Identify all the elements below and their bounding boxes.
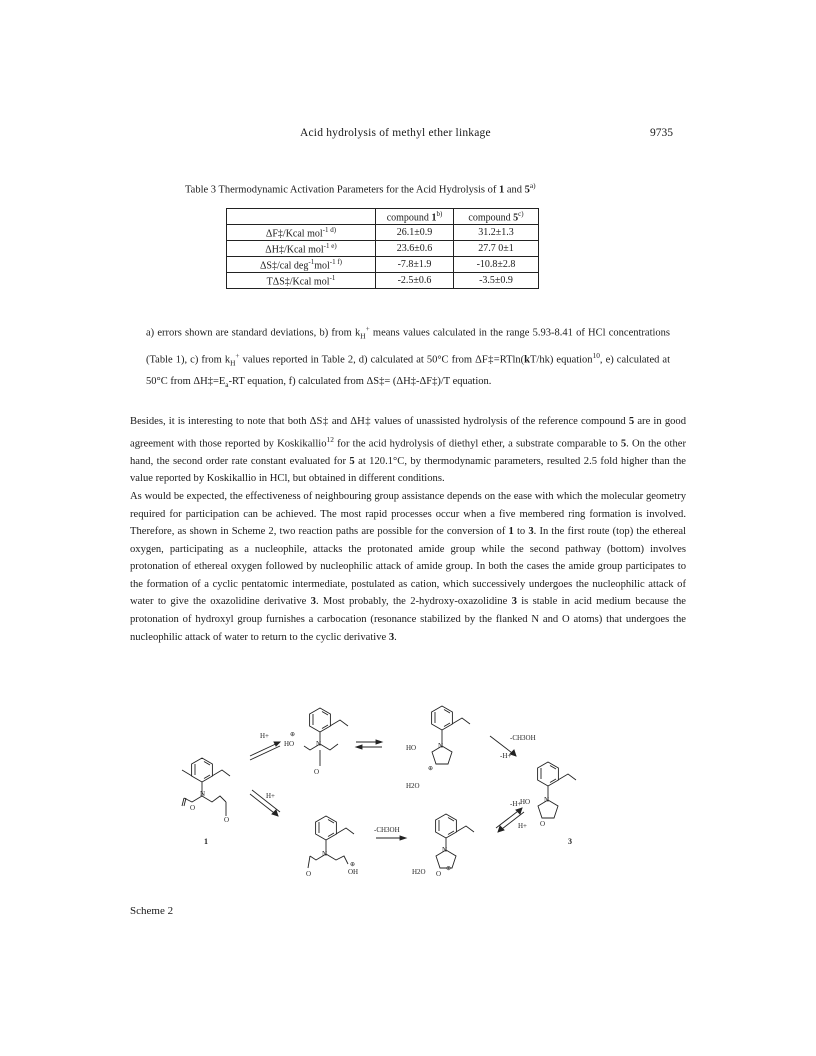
table-blank-cell [227, 209, 376, 225]
value-cell: 31.2±1.3 [454, 225, 539, 241]
value-cell: -2.5±0.6 [376, 273, 454, 289]
activation-parameters-table [226, 208, 539, 289]
table-row [227, 225, 539, 241]
svg-text:-CH3OH: -CH3OH [374, 826, 400, 834]
svg-text:H2O: H2O [412, 868, 426, 876]
scheme-label: Scheme 2 [130, 905, 174, 917]
table-row [227, 257, 539, 273]
svg-text:N: N [442, 846, 448, 854]
svg-text:⊕: ⊕ [350, 862, 356, 868]
equilibrium-arrow-top [250, 732, 280, 760]
svg-text:O: O [540, 820, 546, 828]
svg-text:⊕: ⊕ [446, 866, 452, 872]
svg-text:OH: OH [348, 868, 359, 876]
paragraph: Besides, it is interesting to note that both ΔS‡ and ΔH‡ values of unassisted hydrolysis of the reference compound 5 are in good agreement with those reported by Koskikallio$^{12}$ for the acid hydrolysis of diethyl ether, a substrate comparable to 5. On the other hand, the second order rate constant evaluated for 5 at 120.1°C, by thermodynamic parameters, resulted 2.5 fold higher than the value reported by Koskikallio in HCl, but obtained in different conditions. [130, 416, 687, 485]
svg-text:⊕: ⊕ [428, 766, 434, 772]
param-cell: ΔF‡/Kcal mol$^{-1 d)}$ [227, 225, 376, 241]
col-header-compound-5: compound 5$^{c)}$ [454, 209, 539, 225]
page-number: 9735 [650, 127, 673, 139]
svg-text:O: O [436, 870, 442, 878]
svg-text:3: 3 [568, 837, 572, 846]
equilibrium-arrow-bottom [250, 790, 280, 816]
value-cell: -3.5±0.9 [454, 273, 539, 289]
svg-text:N: N [438, 742, 444, 750]
structure-protonated-amide [284, 708, 348, 776]
svg-text:H+: H+ [260, 732, 270, 740]
svg-text:O: O [224, 816, 230, 824]
structure-compound-1 [182, 758, 230, 846]
value-cell: -7.8±1.9 [376, 257, 454, 273]
col-header-compound-1: compound 1$^{b)}$ [376, 209, 454, 225]
svg-text:N: N [316, 740, 322, 748]
paragraph: As would be expected, the effectiveness of neighbouring group assistance depends on the ease with which the molecular geometry required for participation can be achieved. The most rapid processes occur when a five membered ring formation is involved. Therefore, as shown in Scheme 2, two reaction paths are possible for the conversion of 1 to 3. In the first route (top) the ethereal oxygen, participating as a nucleophile, attacks the protonated amide group while the second pathway (bottom) involves protonation of ethereal oxygen followed by nucleophilic attack of amide group. In both the cases the amide group participates to the formation of a cyclic pentatomic intermediate, postulated as cation, which successively undergoes the nucleophilic attack of water to give the oxazolidine derivative 3. Most probably, the 2-hydroxy-oxazolidine 3 is stable in acid medium because the protonation of hydroxyl group furnishes a carbocation (resonance stabilized by the flanked N and O atoms) that undergoes the nucleophilic attack of water to return to the cyclic derivative 3. [130, 490, 686, 643]
table-row [227, 273, 539, 289]
svg-text:-H+: -H+ [500, 752, 512, 760]
value-cell: -10.8±2.8 [454, 257, 539, 273]
structure-cyclic-cation-top [406, 706, 470, 790]
equilibrium-arrow-middle [356, 740, 382, 749]
table-row [227, 241, 539, 257]
value-cell: 27.7 0±1 [454, 241, 539, 257]
svg-text:N: N [544, 796, 550, 804]
svg-text:O: O [306, 870, 312, 878]
value-cell: 26.1±0.9 [376, 225, 454, 241]
svg-text:N: N [322, 850, 328, 858]
svg-text:-CH3OH: -CH3OH [510, 734, 536, 742]
arrow-bottom-elimination [374, 826, 406, 840]
table-header-row [227, 209, 539, 225]
arrow-to-3-top [490, 734, 536, 760]
table-footnote: a) errors shown are standard deviations, b) from $k_H^+$ means values calculated in the range 5.93-8.41 of HCl concentrations (Table 1), c) from $k_H^+$ values reported in Table 2, d) calculated at 50°C from ΔF‡=RTln(kT/hk) equation$^{10}$, e) calculated at 50°C from $\Delta H\ddagger=E_a-RT$ equation, f) calculated from ΔS‡= (ΔH‡-ΔF‡)/T equation. [146, 324, 671, 390]
svg-text:H2O: H2O [406, 782, 420, 790]
svg-text:O: O [190, 804, 196, 812]
table-caption: Table 3 Thermodynamic Activation Parameters for the Acid Hydrolysis of 1 and 5$^{a)}$ [185, 181, 536, 196]
structure-cyclic-cation-bottom [412, 814, 474, 878]
svg-text:H+: H+ [518, 822, 528, 830]
svg-text:⊕: ⊕ [290, 732, 296, 738]
svg-text:H+: H+ [266, 792, 276, 800]
param-cell: ΔS‡/cal deg$^{-1}$mol$^{-1 f)}$ [227, 257, 376, 273]
svg-text:N: N [200, 790, 206, 798]
running-title: Acid hydrolysis of methyl ether linkage [300, 127, 491, 139]
body-text [130, 413, 686, 646]
structure-compound-3 [520, 762, 576, 846]
svg-text:HO: HO [520, 798, 531, 806]
svg-text:HO: HO [284, 740, 295, 748]
value-cell: 23.6±0.6 [376, 241, 454, 257]
param-cell: TΔS‡/Kcal mol$^{-1}$ [227, 273, 376, 289]
param-cell: ΔH‡/Kcal mol$^{-1 e)}$ [227, 241, 376, 257]
reaction-scheme [170, 698, 590, 898]
svg-text:1: 1 [204, 837, 208, 846]
svg-text:O: O [314, 768, 320, 776]
svg-text:HO: HO [406, 744, 417, 752]
svg-text:-H+: -H+ [510, 800, 522, 808]
structure-protonated-ether [306, 816, 358, 878]
